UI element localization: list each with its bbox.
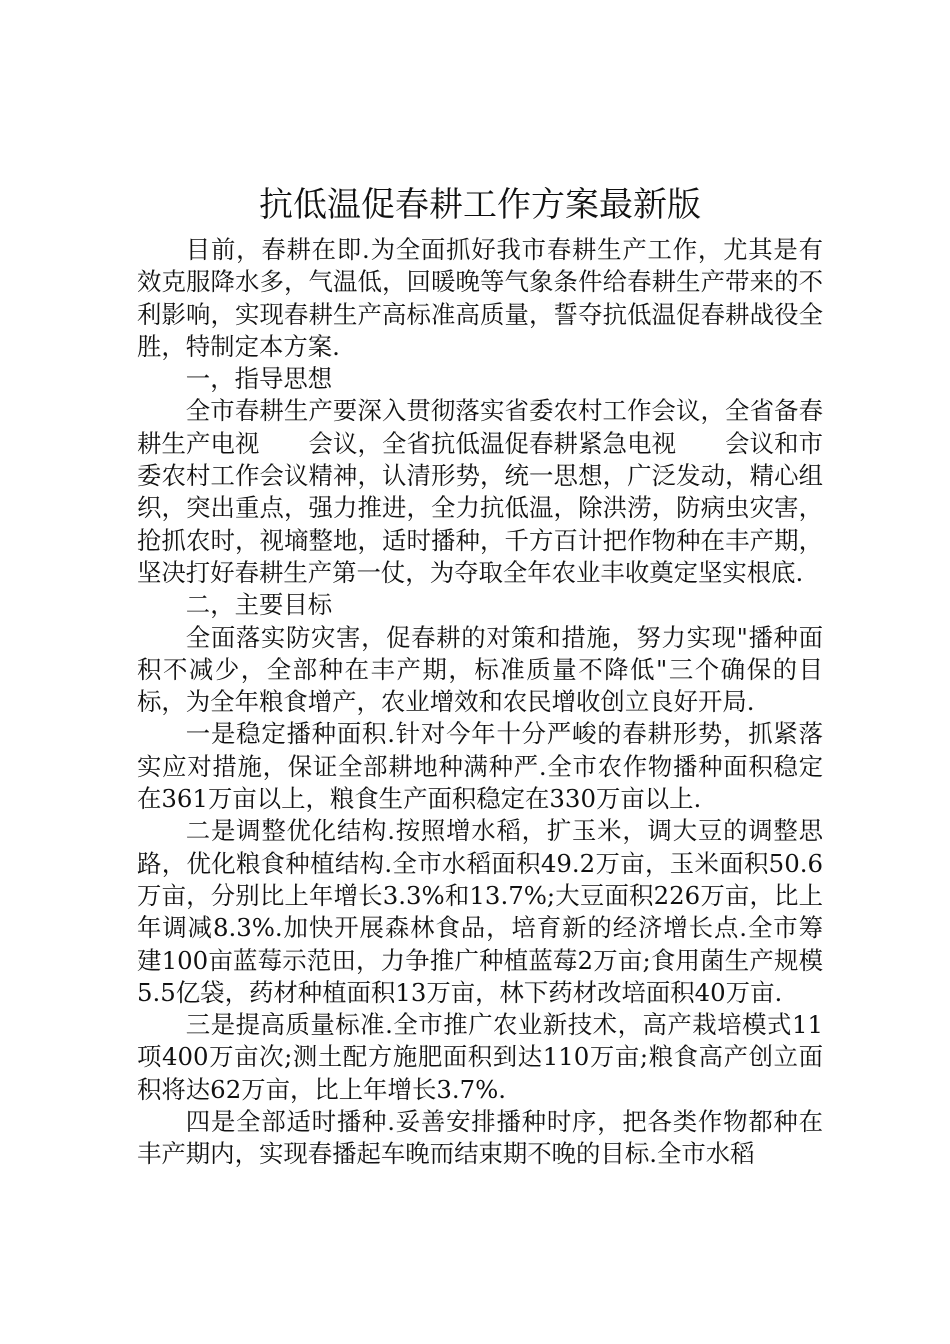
paragraph-main-goals: 全面落实防灾害，促春耕的对策和措施，努力实现"播种面积不减少，全部种在丰产期，标准质量不降低"三个确保的目标，为全年粮食增产，农业增效和农民增收创立良好开局. bbox=[137, 622, 823, 717]
heading-main-goals: 二，主要目标 bbox=[185, 590, 333, 620]
document-page bbox=[137, 178, 823, 1171]
paragraph-goal-three: 三是提高质量标准.全市推广农业新技术，高产栽培模式11项400万亩次;测土配方施肥面积到达110万亩;粮食高产创立面积将达62万亩，比上年增长3.7%. bbox=[137, 1010, 823, 1104]
paragraph-goal-one: 一是稳定播种面积.针对今年十分严峻的春耕形势，抓紧落实应对措施，保证全部耕地种满种严.全市农作物播种面积稳定在361万亩以上，粮食生产面积稳定在330万亩以上. bbox=[137, 719, 823, 814]
paragraph-guiding-ideology: 全市春耕生产要深入贯彻落实省委农村工作会议，全省备春耕生产电视 会议，全省抗低温促春耕紧急电视 会议和市委农村工作会议精神，认清形势，统一思想，广泛发动，精心组织，突出重点，强力推进，全力抗低温，除洪涝，防病虫灾害，抢抓农时，视墒整地，适时播种，千方百计把作物种在丰产期，坚决打好春耕生产第一仗，为夺取全年农业丰收奠定坚实根底. bbox=[137, 396, 823, 587]
paragraph-intro: 目前，春耕在即.为全面抓好我市春耕生产工作，尤其是有效克服降水多，气温低，回暖晚等气象条件给春耕生产带来的不利影响，实现春耕生产高标准高质量，誓夺抗低温促春耕战役全胜，特制定本方案. bbox=[137, 235, 823, 361]
paragraph-goal-four: 四是全部适时播种.妥善安排播种时序，把各类作物都种在丰产期内，实现春播起车晚而结束期不晚的目标.全市水稻 bbox=[137, 1107, 823, 1169]
heading-guiding-ideology: 一，指导思想 bbox=[185, 364, 333, 394]
paragraph-goal-two: 二是调整优化结构.按照增水稻，扩玉米，调大豆的调整思路，优化粮食种植结构.全市水稻面积49.2万亩，玉米面积50.6万亩，分别比上年增长3.3%和13.7%;大豆面积226万亩，比上年调减8.3%.加快开展森林食品，培育新的经济增长点.全市筹建100亩蓝莓示范田，力争推广种植蓝莓2万亩;食用菌生产规模5.5亿袋，药材种植面积13万亩，林下药材改培面积40万亩. bbox=[137, 816, 823, 1007]
document-title: 抗低温促春耕工作方案最新版 bbox=[259, 185, 701, 225]
